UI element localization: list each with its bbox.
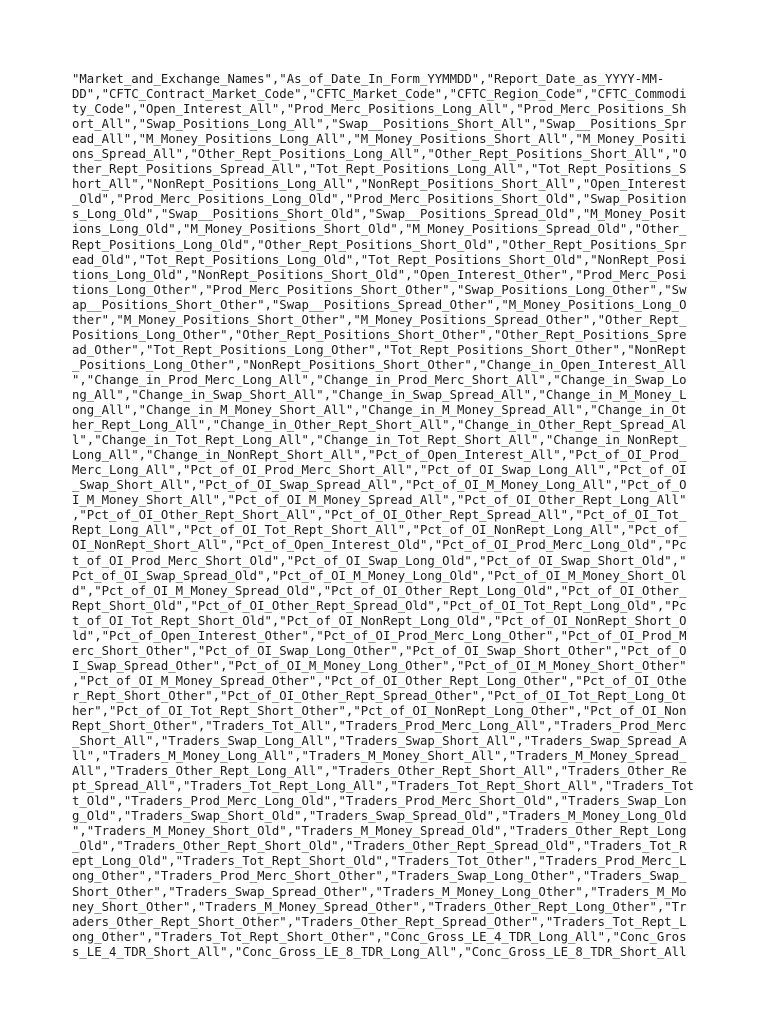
text-line-44: Rept_Short_Other","Traders_Tot_All","Traders_Prod_Merc_Long_All","Traders_Prod_Merc [72,719,687,734]
text-line-55: Short_Other","Traders_Swap_Spread_Other","Traders_M_Money_Long_Other","Traders_M_Mo [72,884,687,899]
text-line-22: ng_All","Change_in_Swap_Short_All","Change_in_Swap_Spread_All","Change_in_M_Money_L [72,387,687,402]
text-line-19: ad_Other","Tot_Rept_Positions_Long_Other","Tot_Rept_Positions_Short_Other","NonRept [72,342,687,357]
text-line-23: ong_All","Change_in_M_Money_Short_All","Change_in_M_Money_Spread_All","Change_in_Ot [72,403,687,418]
text-line-50: g_Old","Traders_Swap_Short_Old","Traders_Swap_Spread_Old","Traders_M_Money_Long_Old [72,809,687,824]
text-line-57: aders_Other_Rept_Short_Other","Traders_Other_Rept_Spread_Other","Traders_Tot_Rept_L [72,914,687,929]
text-line-38: ld","Pct_of_Open_Interest_Other","Pct_of_OI_Prod_Merc_Long_Other","Pct_of_OI_Prod_M [72,628,687,643]
text-line-58: ong_Other","Traders_Tot_Rept_Short_Other","Conc_Gross_LE_4_TDR_Long_All","Conc_Gros [72,929,687,944]
text-line-42: r_Rept_Short_Other","Pct_of_OI_Other_Rept_Spread_Other","Pct_of_OI_Tot_Rept_Long_Ot [72,688,687,703]
text-line-48: pt_Spread_All","Traders_Tot_Rept_Long_All","Traders_Tot_Rept_Short_All","Traders_Tot [72,779,694,794]
text-line-8: hort_All","NonRept_Positions_Long_All","NonRept_Positions_Short_All","Open_Interest [72,177,687,192]
text-line-54: ong_Other","Traders_Prod_Merc_Short_Other","Traders_Swap_Long_Other","Traders_Swap_ [72,869,687,884]
text-line-24: her_Rept_Long_All","Change_in_Other_Rept_Short_All","Change_in_Other_Rept_Spread_Al [72,418,687,433]
text-line-9: _Old","Prod_Merc_Positions_Long_Old","Prod_Merc_Positions_Short_Old","Swap_Position [72,192,687,207]
text-line-30: ,"Pct_of_OI_Other_Rept_Short_All","Pct_of_OI_Other_Rept_Spread_All","Pct_of_OI_Tot_ [72,508,687,523]
text-line-34: Pct_of_OI_Swap_Spread_Old","Pct_of_OI_M_Money_Long_Old","Pct_of_OI_M_Money_Short_Ol [72,568,687,583]
text-line-17: ther","M_Money_Positions_Short_Other","M_Money_Positions_Spread_Other","Other_Rept_ [72,312,687,327]
text-line-14: tions_Long_Old","NonRept_Positions_Short_Old","Open_Interest_Other","Prod_Merc_Posi [72,267,687,282]
text-line-41: ,"Pct_of_OI_M_Money_Spread_Other","Pct_of_OI_Other_Rept_Long_Other","Pct_of_OI_Othe [72,673,687,688]
text-line-10: s_Long_Old","Swap__Positions_Short_Old","Swap__Positions_Spread_Old","M_Money_Posit [72,207,687,222]
text-line-20: _Positions_Long_Other","NonRept_Positions_Short_Other","Change_in_Open_Interest_All [72,357,687,372]
text-line-18: Positions_Long_Other","Other_Rept_Positions_Short_Other","Other_Rept_Positions_Spre [72,327,687,342]
text-line-49: t_Old","Traders_Prod_Merc_Long_Old","Traders_Prod_Merc_Short_Old","Traders_Swap_Lon [72,794,687,809]
text-line-35: d","Pct_of_OI_M_Money_Spread_Old","Pct_of_OI_Other_Rept_Long_Old","Pct_of_OI_Other_ [72,583,687,598]
text-line-26: Long_All","Change_in_NonRept_Short_All","Pct_of_Open_Interest_All","Pct_of_OI_Prod_ [72,448,687,463]
text-line-45: _Short_All","Traders_Swap_Long_All","Traders_Swap_Short_All","Traders_Swap_Spread_A [72,734,687,749]
text-line-12: Rept_Positions_Long_Old","Other_Rept_Positions_Short_Old","Other_Rept_Positions_Spr [72,237,687,252]
text-line-47: All","Traders_Other_Rept_Long_All","Traders_Other_Rept_Short_All","Traders_Other_Re [72,764,687,779]
csv-header-text [72,72,698,960]
text-line-25: l","Change_in_Tot_Rept_Long_All","Change_in_Tot_Rept_Short_All","Change_in_NonRept_ [72,433,687,448]
text-line-33: t_of_OI_Prod_Merc_Short_Old","Pct_of_OI_Swap_Long_Old","Pct_of_OI_Swap_Short_Old"," [72,553,687,568]
text-line-37: t_of_OI_Tot_Rept_Short_Old","Pct_of_OI_NonRept_Long_Old","Pct_of_OI_NonRept_Short_O [72,613,687,628]
text-line-40: I_Swap_Spread_Other","Pct_of_OI_M_Money_Long_Other","Pct_of_OI_M_Money_Short_Other" [72,658,687,673]
text-line-13: ead_Old","Tot_Rept_Positions_Long_Old","Tot_Rept_Positions_Short_Old","NonRept_Posi [72,252,687,267]
text-line-6: ons_Spread_All","Other_Rept_Positions_Long_All","Other_Rept_Positions_Short_All","O [72,147,687,162]
text-line-3: ty_Code","Open_Interest_All","Prod_Merc_Positions_Long_All","Prod_Merc_Positions_Sh [72,102,687,117]
text-line-21: ","Change_in_Prod_Merc_Long_All","Change_in_Prod_Merc_Short_All","Change_in_Swap_Lo [72,372,687,387]
text-line-7: ther_Rept_Positions_Spread_All","Tot_Rept_Positions_Long_All","Tot_Rept_Positions_S [72,162,687,177]
text-line-28: _Swap_Short_All","Pct_of_OI_Swap_Spread_All","Pct_of_OI_M_Money_Long_All","Pct_of_O [72,478,687,493]
text-line-56: ney_Short_Other","Traders_M_Money_Spread_Other","Traders_Other_Rept_Long_Other","Tr [72,899,687,914]
text-line-16: ap__Positions_Short_Other","Swap__Positions_Spread_Other","M_Money_Positions_Long_O [72,297,687,312]
text-line-5: ead_All","M_Money_Positions_Long_All","M_Money_Positions_Short_All","M_Money_Positi [72,132,687,147]
text-line-43: her","Pct_of_OI_Tot_Rept_Short_Other","Pct_of_OI_NonRept_Long_Other","Pct_of_OI_Non [72,703,687,718]
text-line-11: ions_Long_Old","M_Money_Positions_Short_Old","M_Money_Positions_Spread_Old","Other_ [72,222,687,237]
text-line-52: _Old","Traders_Other_Rept_Short_Old","Traders_Other_Rept_Spread_Old","Traders_Tot_R [72,839,687,854]
text-line-46: ll","Traders_M_Money_Long_All","Traders_M_Money_Short_All","Traders_M_Money_Spread_ [72,749,687,764]
text-line-29: I_M_Money_Short_All","Pct_of_OI_M_Money_Spread_All","Pct_of_OI_Other_Rept_Long_All" [72,493,687,508]
text-line-36: Rept_Short_Old","Pct_of_OI_Other_Rept_Spread_Old","Pct_of_OI_Tot_Rept_Long_Old","Pc [72,598,687,613]
text-line-39: erc_Short_Other","Pct_of_OI_Swap_Long_Other","Pct_of_OI_Swap_Short_Other","Pct_of_O [72,643,687,658]
text-line-4: ort_All","Swap_Positions_Long_All","Swap__Positions_Short_All","Swap__Positions_Spr [72,117,687,132]
text-line-27: Merc_Long_All","Pct_of_OI_Prod_Merc_Short_All","Pct_of_OI_Swap_Long_All","Pct_of_OI [72,463,687,478]
text-line-32: OI_NonRept_Short_All","Pct_of_Open_Interest_Old","Pct_of_OI_Prod_Merc_Long_Old","Pc [72,538,687,553]
text-line-1: "Market_and_Exchange_Names","As_of_Date_In_Form_YYMMDD","Report_Date_as_YYYY-MM- [72,72,665,86]
text-line-15: tions_Long_Other","Prod_Merc_Positions_Short_Other","Swap_Positions_Long_Other","Sw [72,282,687,297]
text-line-51: ","Traders_M_Money_Short_Old","Traders_M_Money_Spread_Old","Traders_Other_Rept_Long [72,824,687,839]
text-line-59: s_LE_4_TDR_Short_All","Conc_Gross_LE_8_TDR_Long_All","Conc_Gross_LE_8_TDR_Short_All [72,944,687,959]
text-line-2: DD","CFTC_Contract_Market_Code","CFTC_Market_Code","CFTC_Region_Code","CFTC_Commodi [72,87,687,102]
text-line-53: ept_Long_Old","Traders_Tot_Rept_Short_Old","Traders_Tot_Other","Traders_Prod_Merc_L [72,854,687,869]
text-line-31: Rept_Long_All","Pct_of_OI_Tot_Rept_Short_All","Pct_of_OI_NonRept_Long_All","Pct_of_ [72,523,687,538]
